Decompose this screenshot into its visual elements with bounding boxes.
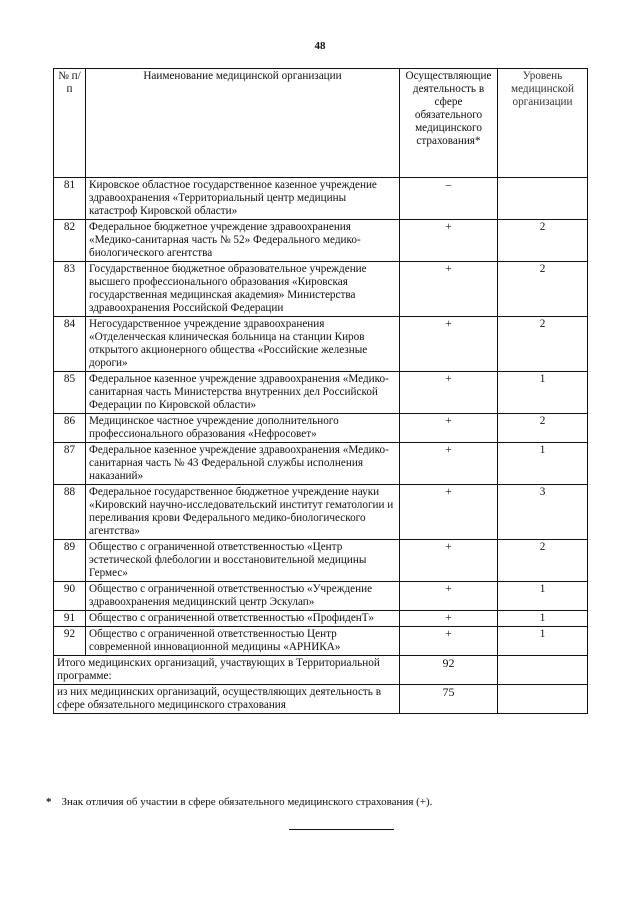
row-organization-name: Федеральное казенное учреждение здравоохранения «Медико-санитарная часть № 43 Федеральной службы исполнения наказаний»: [86, 443, 400, 485]
row-level: 1: [498, 611, 588, 627]
row-organization-name: Федеральное казенное учреждение здравоохранения «Медико-санитарная часть Министерства внутренних дел Российской Федерации по Кировской области»: [86, 372, 400, 414]
header-number: № п/п: [54, 69, 86, 178]
row-organization-name: Кировское областное государственное казенное учреждение здравоохранения «Территориальный центр медицины катастроф Кировской области»: [86, 178, 400, 220]
summary-total-value: 92: [400, 656, 498, 685]
row-number: 81: [54, 178, 86, 220]
row-organization-name: Федеральное государственное бюджетное учреждение науки «Кировский научно-исследовательский институт гематологии и переливания крови Федерального медико-биологического агентства»: [86, 485, 400, 540]
row-oms-mark: +: [400, 317, 498, 372]
table-row: [54, 485, 588, 540]
summary-row-total: [54, 656, 588, 685]
row-organization-name: Негосударственное учреждение здравоохранения «Отделенческая клиническая больница на станции Киров открытого акционерного общества «Российские железные дороги»: [86, 317, 400, 372]
row-level: 1: [498, 372, 588, 414]
summary-oms-label: из них медицинских организаций, осуществляющих деятельность в сфере обязательного медицинского страхования: [54, 685, 400, 714]
row-oms-mark: +: [400, 443, 498, 485]
footnote: [46, 796, 432, 808]
row-level: 2: [498, 414, 588, 443]
row-organization-name: Общество с ограниченной ответственностью Центр современной инновационной медицины «АРНИКА»: [86, 627, 400, 656]
table-row: [54, 414, 588, 443]
footnote-marker: *: [46, 796, 52, 808]
row-number: 85: [54, 372, 86, 414]
table-row: [54, 627, 588, 656]
table-row: [54, 540, 588, 582]
row-number: 83: [54, 262, 86, 317]
row-organization-name: Медицинское частное учреждение дополнительного профессионального образования «Нефросовет»: [86, 414, 400, 443]
table-header-row: [54, 69, 588, 178]
row-oms-mark: +: [400, 540, 498, 582]
row-organization-name: Общество с ограниченной ответственностью «Центр эстетической флебологии и восстановительной медицины Гермес»: [86, 540, 400, 582]
row-number: 84: [54, 317, 86, 372]
row-level: 2: [498, 220, 588, 262]
summary-oms-value: 75: [400, 685, 498, 714]
row-organization-name: Общество с ограниченной ответственностью «ПрофиденТ»: [86, 611, 400, 627]
header-oms-participation: Осуществляющие деятельность в сфере обязательного медицинского страхования*: [400, 69, 498, 178]
row-number: 89: [54, 540, 86, 582]
summary-total-label: Итого медицинских организаций, участвующих в Территориальной программе:: [54, 656, 400, 685]
row-oms-mark: +: [400, 485, 498, 540]
table-row: [54, 443, 588, 485]
table-row: [54, 220, 588, 262]
header-organization-name: Наименование медицинской организации: [86, 69, 400, 178]
row-level: 2: [498, 540, 588, 582]
table-row: [54, 582, 588, 611]
row-level: 1: [498, 582, 588, 611]
row-level: [498, 178, 588, 220]
row-number: 88: [54, 485, 86, 540]
row-level: 1: [498, 627, 588, 656]
table-row: [54, 262, 588, 317]
row-oms-mark: +: [400, 262, 498, 317]
footnote-text: Знак отличия об участии в сфере обязательного медицинского страхования (+).: [61, 796, 433, 808]
row-oms-mark: +: [400, 414, 498, 443]
row-organization-name: Федеральное бюджетное учреждение здравоохранения «Медико-санитарная часть № 52» Федерального медико-биологического агентства: [86, 220, 400, 262]
row-organization-name: Общество с ограниченной ответственностью «Учреждение здравоохранения медицинский центр Эскулап»: [86, 582, 400, 611]
row-number: 86: [54, 414, 86, 443]
row-oms-mark: +: [400, 627, 498, 656]
row-oms-mark: +: [400, 611, 498, 627]
table-row: [54, 178, 588, 220]
row-organization-name: Государственное бюджетное образовательное учреждение высшего профессионального образования «Кировская государственная медицинская академия» Министерства здравоохранения Российской Федерации: [86, 262, 400, 317]
row-number: 82: [54, 220, 86, 262]
row-oms-mark: +: [400, 220, 498, 262]
row-level: 2: [498, 317, 588, 372]
summary-row-oms: [54, 685, 588, 714]
row-number: 90: [54, 582, 86, 611]
row-number: 87: [54, 443, 86, 485]
table-row: [54, 317, 588, 372]
page-number: 48: [314, 40, 326, 52]
row-oms-mark: +: [400, 582, 498, 611]
row-number: 91: [54, 611, 86, 627]
row-oms-mark: +: [400, 372, 498, 414]
row-level: 2: [498, 262, 588, 317]
medical-organizations-table: [53, 68, 588, 714]
table-row: [54, 372, 588, 414]
table-row: [54, 611, 588, 627]
row-level: 1: [498, 443, 588, 485]
row-number: 92: [54, 627, 86, 656]
row-level: 3: [498, 485, 588, 540]
summary-oms-empty: [498, 685, 588, 714]
end-rule: [289, 829, 394, 830]
summary-total-empty: [498, 656, 588, 685]
row-oms-mark: –: [400, 178, 498, 220]
header-organization-level: Уровень медицинской организации: [498, 69, 588, 178]
